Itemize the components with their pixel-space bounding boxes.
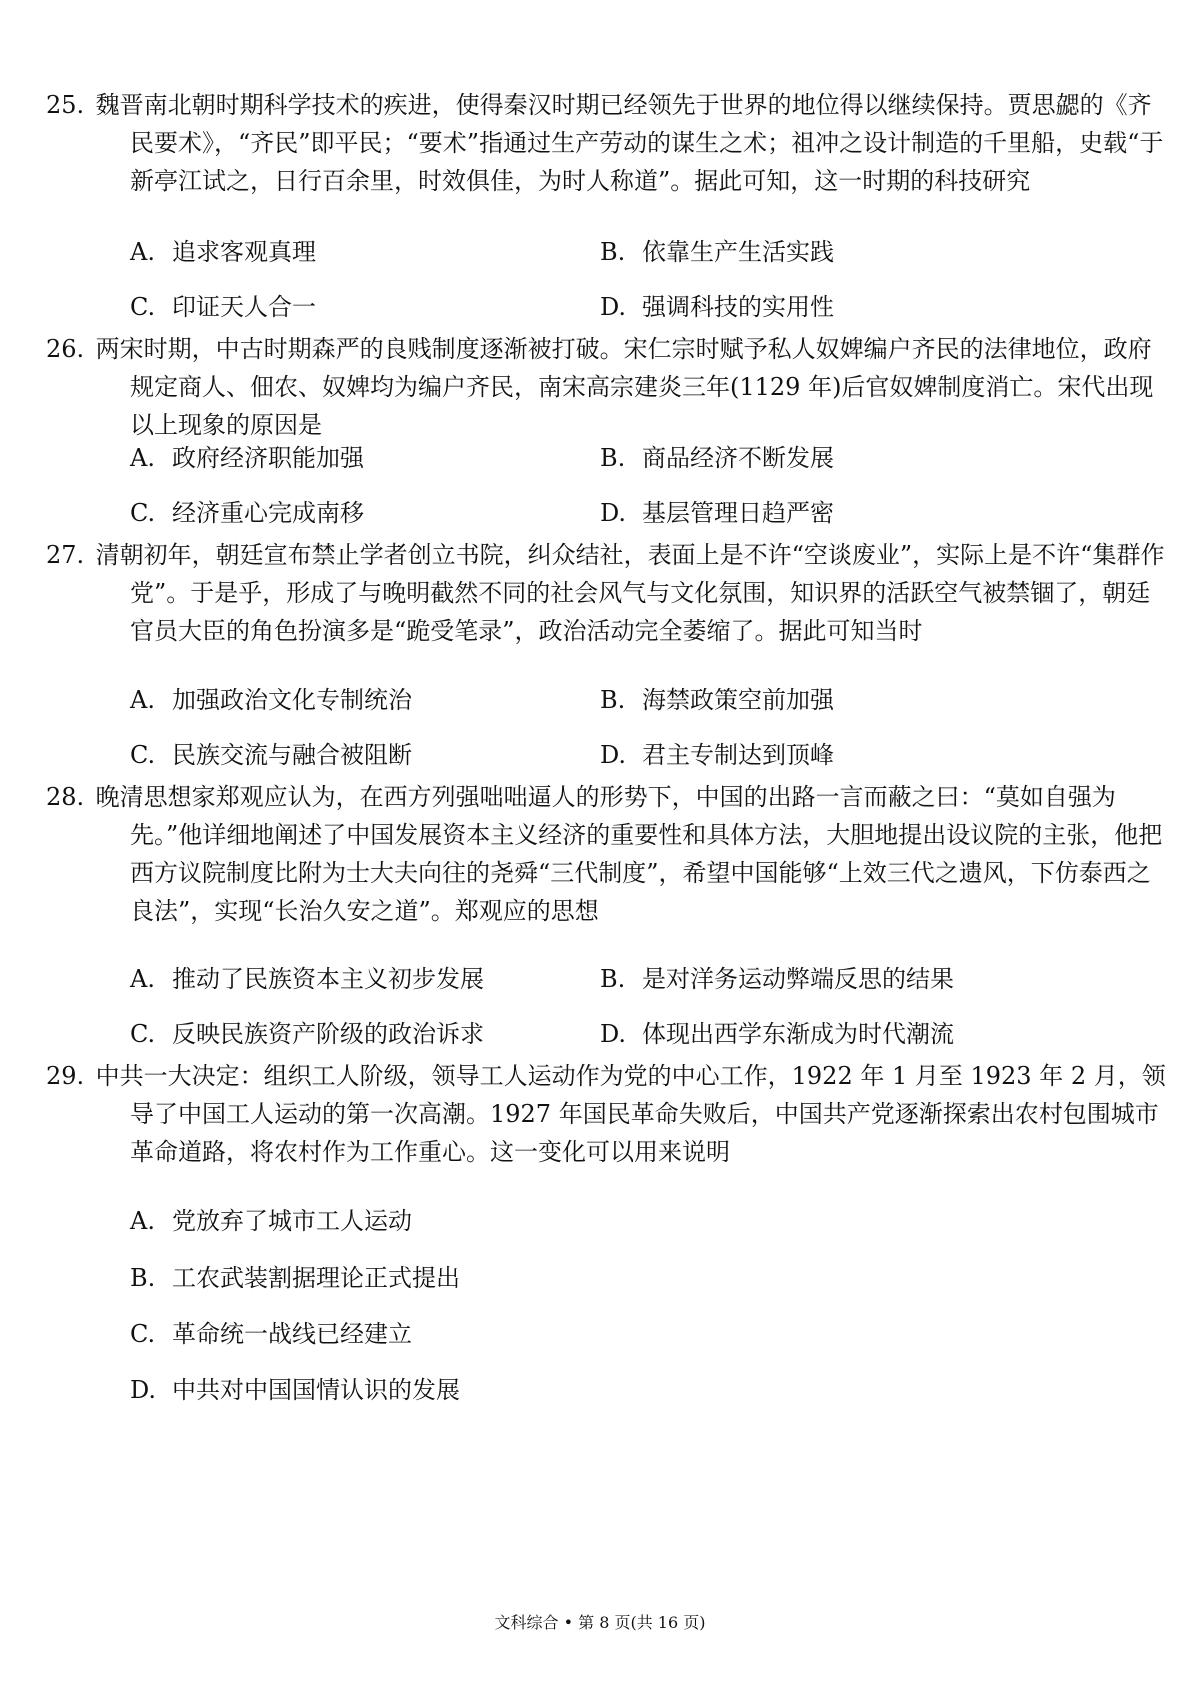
option-text: 强调科技的实用性 — [642, 293, 834, 321]
option-a — [130, 963, 484, 995]
option-letter: D. — [130, 1376, 157, 1404]
option-d — [600, 739, 834, 771]
option-d — [600, 1018, 954, 1050]
page-footer: 文科综合 • 第 8 页(共 16 页) — [494, 1613, 706, 1632]
option-letter: C. — [130, 499, 156, 527]
option-letter: A. — [130, 965, 155, 993]
question-stem: 25. 魏晋南北朝时期科学技术的疾进，使得秦汉时期已经领先于世界的地位得以继续保持。贾思勰的《齐民要术》，“齐民”即平民；“要术”指通过生产劳动的谋生之术；祖冲之设计制造的千里船，史载“于新亭江试之，日行百余里，时效俱佳，为时人称道”。据此可知，这一时期的科技研究 — [46, 91, 1164, 195]
question-stem: 29. 中共一大决定：组织工人阶级，领导工人运动作为党的中心工作，1922 年 1 月至 1923 年 2 月，领导了中国工人运动的第一次高潮。1927 年国民革命失败后，中国共产党逐渐探索出农村包围城市革命道路，将农村作为工作重心。这一变化可以用来说明 — [46, 1062, 1166, 1166]
option-c — [130, 497, 364, 529]
question-text: 中共一大决定：组织工人阶级，领导工人运动作为党的中心工作，1922 年 1 月至 1923 年 2 月，领导了中国工人运动的第一次高潮。1927 年国民革命失败后，中国共产党逐渐探索出农村包围城市革命道路，将农村作为工作重心。这一变化可以用来说明 — [95, 1062, 1166, 1166]
option-text: 海禁政策空前加强 — [642, 686, 834, 714]
option-letter: C. — [130, 1320, 156, 1348]
option-letter: B. — [600, 444, 626, 472]
option-text: 印证天人合一 — [172, 293, 316, 321]
option-text: 基层管理日趋严密 — [642, 499, 834, 527]
option-letter: D. — [600, 499, 627, 527]
question-stem: 27. 清朝初年，朝廷宣布禁止学者创立书院，纠众结社，表面上是不许“空谈废业”，实际上是不许“集群作党”。于是乎，形成了与晚明截然不同的社会风气与文化氛围，知识界的活跃空气被禁锢了，朝廷官员大臣的角色扮演多是“跪受笔录”，政治活动完全萎缩了。据此可知当时 — [46, 541, 1165, 645]
option-b — [600, 963, 954, 995]
option-c — [130, 739, 412, 771]
option-text: 推动了民族资本主义初步发展 — [172, 965, 484, 993]
option-letter: A. — [130, 238, 155, 266]
option-a — [130, 236, 316, 268]
option-letter: C. — [130, 1020, 156, 1048]
option-b — [130, 1262, 460, 1294]
option-b — [600, 236, 834, 268]
option-letter: D. — [600, 741, 627, 769]
option-a — [130, 1205, 412, 1237]
option-letter: A. — [130, 686, 155, 714]
option-letter: B. — [600, 965, 626, 993]
option-text: 追求客观真理 — [172, 238, 316, 266]
option-text: 民族交流与融合被阻断 — [172, 741, 412, 769]
option-letter: B. — [130, 1264, 156, 1292]
question-text: 两宋时期，中古时期森严的良贱制度逐渐被打破。宋仁宗时赋予私人奴婢编户齐民的法律地位，政府规定商人、佃农、奴婢均为编户齐民，南宋高宗建炎三年(1129 年)后官奴婢制度消亡。宋代出现以上现象的原因是 — [95, 335, 1154, 439]
option-text: 依靠生产生活实践 — [642, 238, 834, 266]
option-a — [130, 442, 364, 474]
question-text: 魏晋南北朝时期科学技术的疾进，使得秦汉时期已经领先于世界的地位得以继续保持。贾思勰的《齐民要术》，“齐民”即平民；“要术”指通过生产劳动的谋生之术；祖冲之设计制造的千里船，史载“于新亭江试之，日行百余里，时效俱佳，为时人称道”。据此可知，这一时期的科技研究 — [95, 91, 1164, 195]
option-letter: D. — [600, 1020, 627, 1048]
option-letter: B. — [600, 686, 626, 714]
option-text: 中共对中国国情认识的发展 — [172, 1376, 460, 1404]
option-letter: A. — [130, 444, 155, 472]
option-a — [130, 684, 412, 716]
option-c — [130, 1318, 412, 1350]
option-letter: A. — [130, 1207, 155, 1235]
option-letter: B. — [600, 238, 626, 266]
question-stem: 28. 晚清思想家郑观应认为，在西方列强咄咄逼人的形势下，中国的出路一言而蔽之曰：“莫如自强为先。”他详细地阐述了中国发展资本主义经济的重要性和具体方法，大胆地提出设议院的主张，他把西方议院制度比附为士大夫向往的尧舜“三代制度”，希望中国能够“上效三代之遗风，下仿泰西之良法”，实现“长治久安之道”。郑观应的思想 — [46, 783, 1163, 925]
option-text: 革命统一战线已经建立 — [172, 1320, 412, 1348]
option-c — [130, 1018, 484, 1050]
option-letter: C. — [130, 293, 156, 321]
option-text: 是对洋务运动弊端反思的结果 — [642, 965, 954, 993]
option-b — [600, 684, 834, 716]
question-text: 晚清思想家郑观应认为，在西方列强咄咄逼人的形势下，中国的出路一言而蔽之曰：“莫如自强为先。”他详细地阐述了中国发展资本主义经济的重要性和具体方法，大胆地提出设议院的主张，他把西方议院制度比附为士大夫向往的尧舜“三代制度”，希望中国能够“上效三代之遗风，下仿泰西之良法”，实现“长治久安之道”。郑观应的思想 — [95, 783, 1163, 925]
option-text: 君主专制达到顶峰 — [642, 741, 834, 769]
option-c — [130, 291, 316, 323]
option-text: 工农武装割据理论正式提出 — [172, 1264, 460, 1292]
option-text: 政府经济职能加强 — [172, 444, 364, 472]
option-text: 反映民族资产阶级的政治诉求 — [172, 1020, 484, 1048]
question-stem: 26. 两宋时期，中古时期森严的良贱制度逐渐被打破。宋仁宗时赋予私人奴婢编户齐民的法律地位，政府规定商人、佃农、奴婢均为编户齐民，南宋高宗建炎三年(1129 年)后官奴婢制度消亡。宋代出现以上现象的原因是 — [46, 335, 1154, 439]
option-text: 加强政治文化专制统治 — [172, 686, 412, 714]
option-d — [130, 1374, 460, 1406]
option-letter: C. — [130, 741, 156, 769]
option-b — [600, 442, 834, 474]
option-letter: D. — [600, 293, 627, 321]
option-text: 商品经济不断发展 — [642, 444, 834, 472]
option-d — [600, 291, 834, 323]
question-text: 清朝初年，朝廷宣布禁止学者创立书院，纠众结社，表面上是不许“空谈废业”，实际上是不许“集群作党”。于是乎，形成了与晚明截然不同的社会风气与文化氛围，知识界的活跃空气被禁锢了，朝廷官员大臣的角色扮演多是“跪受笔录”，政治活动完全萎缩了。据此可知当时 — [95, 541, 1165, 645]
option-text: 经济重心完成南移 — [172, 499, 364, 527]
option-text: 体现出西学东渐成为时代潮流 — [642, 1020, 954, 1048]
option-d — [600, 497, 834, 529]
option-text: 党放弃了城市工人运动 — [172, 1207, 412, 1235]
